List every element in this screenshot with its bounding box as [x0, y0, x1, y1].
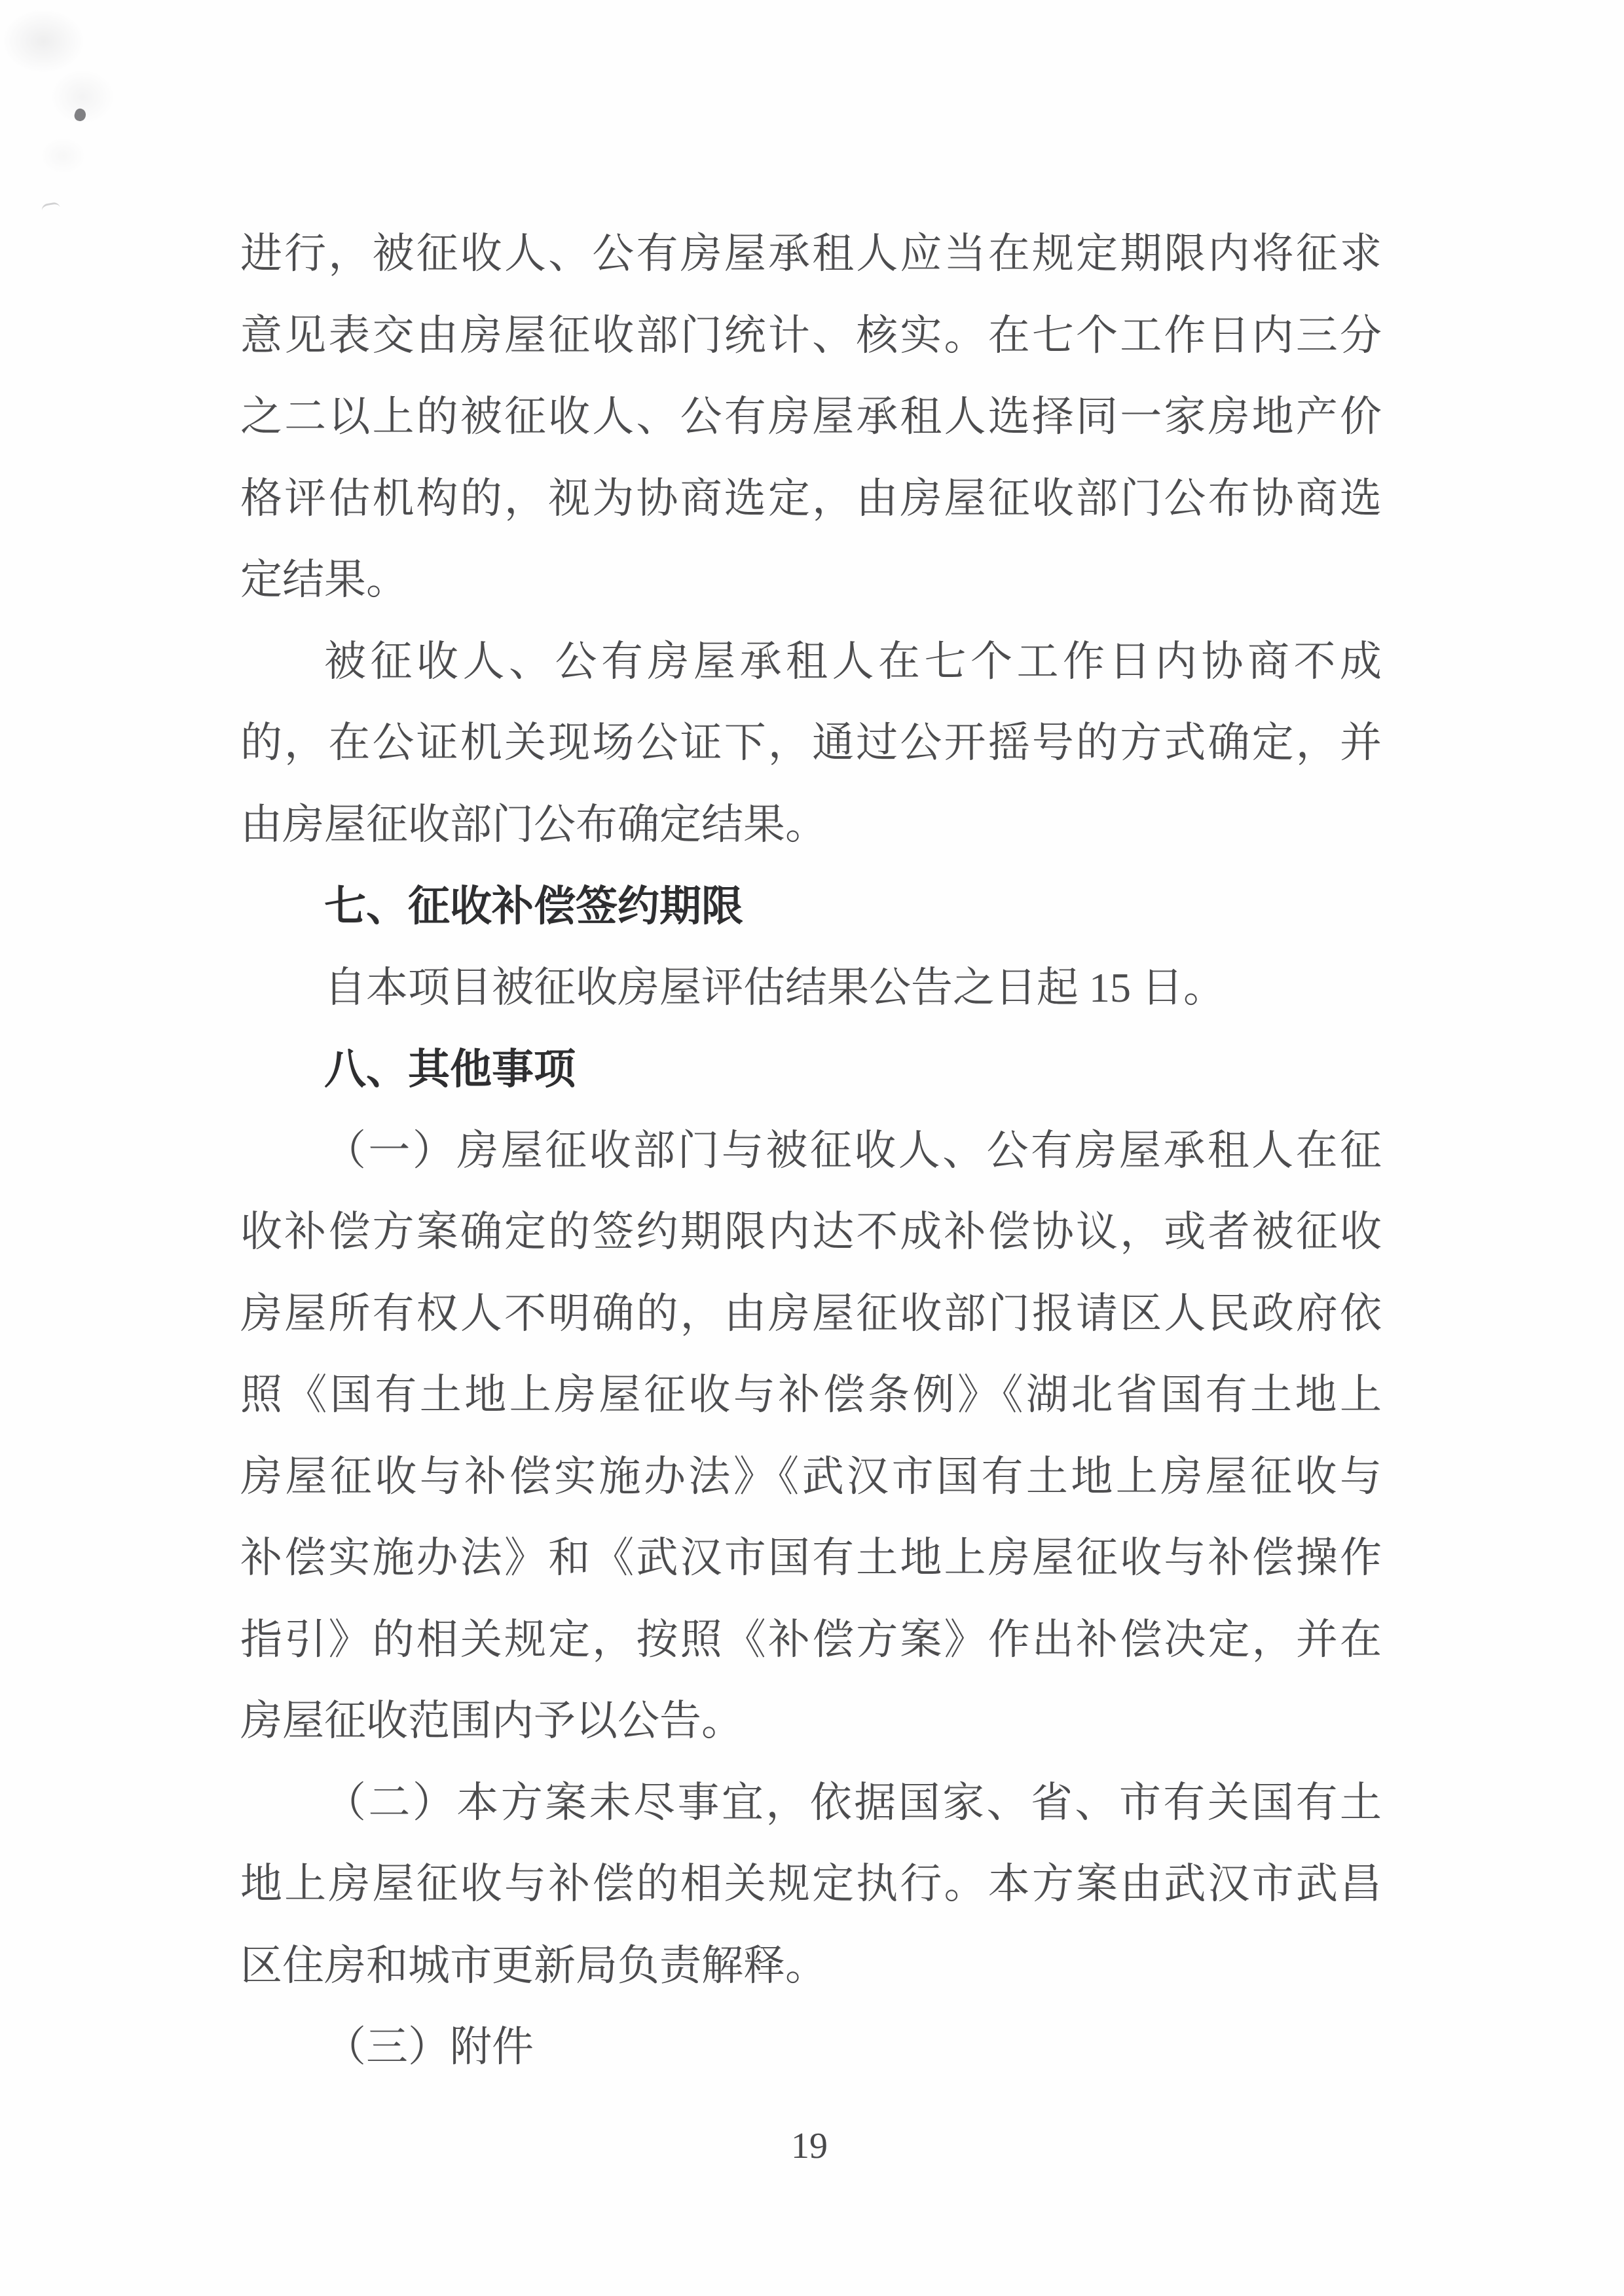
ink-spot-artifact	[73, 107, 87, 122]
body-line: 指引》的相关规定，按照《补偿方案》作出补偿决定，并在	[240, 1616, 1382, 1663]
body-line: （二）本方案未尽事宜，依据国家、省、市有关国有土	[324, 1779, 1382, 1826]
body-line: 自本项目被征收房屋评估结果公告之日起 15 日。	[324, 964, 1225, 1011]
body-line: 被征收人、公有房屋承租人在七个工作日内协商不成	[324, 638, 1382, 685]
body-line: 的，在公证机关现场公证下，通过公开摇号的方式确定，并	[240, 720, 1382, 766]
scan-smudge-artifact	[4, 5, 174, 215]
body-line: 补偿实施办法》和《武汉市国有土地上房屋征收与补偿操作	[240, 1535, 1382, 1581]
body-line: 房屋所有权人不明确的，由房屋征收部门报请区人民政府依	[240, 1290, 1382, 1337]
body-line: 地上房屋征收与补偿的相关规定执行。本方案由武汉市武昌	[240, 1861, 1382, 1907]
body-line: 意见表交由房屋征收部门统计、核实。在七个工作日内三分	[240, 312, 1382, 359]
body-line: 进行，被征收人、公有房屋承租人应当在规定期限内将征求	[240, 230, 1382, 277]
body-line: 由房屋征收部门公布确定结果。	[240, 801, 827, 848]
body-line: 定结果。	[240, 556, 408, 603]
body-line: 房屋征收与补偿实施办法》《武汉市国有土地上房屋征收与	[240, 1453, 1382, 1500]
section-heading-7: 七、征收补偿签约期限	[324, 883, 743, 930]
body-line: 照《国有土地上房屋征收与补偿条例》《湖北省国有土地上	[240, 1372, 1382, 1418]
body-line: 格评估机构的，视为协商选定，由房屋征收部门公布协商选	[240, 475, 1382, 522]
body-line: 之二以上的被征收人、公有房屋承租人选择同一家房地产价	[240, 393, 1382, 440]
body-line: （一）房屋征收部门与被征收人、公有房屋承租人在征	[324, 1127, 1382, 1174]
page-number: 19	[791, 2126, 828, 2166]
section-heading-8: 八、其他事项	[324, 1046, 576, 1093]
document-text	[240, 213, 1382, 2088]
body-line: 房屋征收范围内予以公告。	[240, 1698, 743, 1744]
body-line: 收补偿方案确定的签约期限内达不成补偿协议，或者被征收	[240, 1209, 1382, 1255]
ink-mark-artifact	[41, 202, 62, 217]
body-line: （三）附件	[324, 2024, 534, 2070]
body-line: 区住房和城市更新局负责解释。	[240, 1942, 827, 1989]
